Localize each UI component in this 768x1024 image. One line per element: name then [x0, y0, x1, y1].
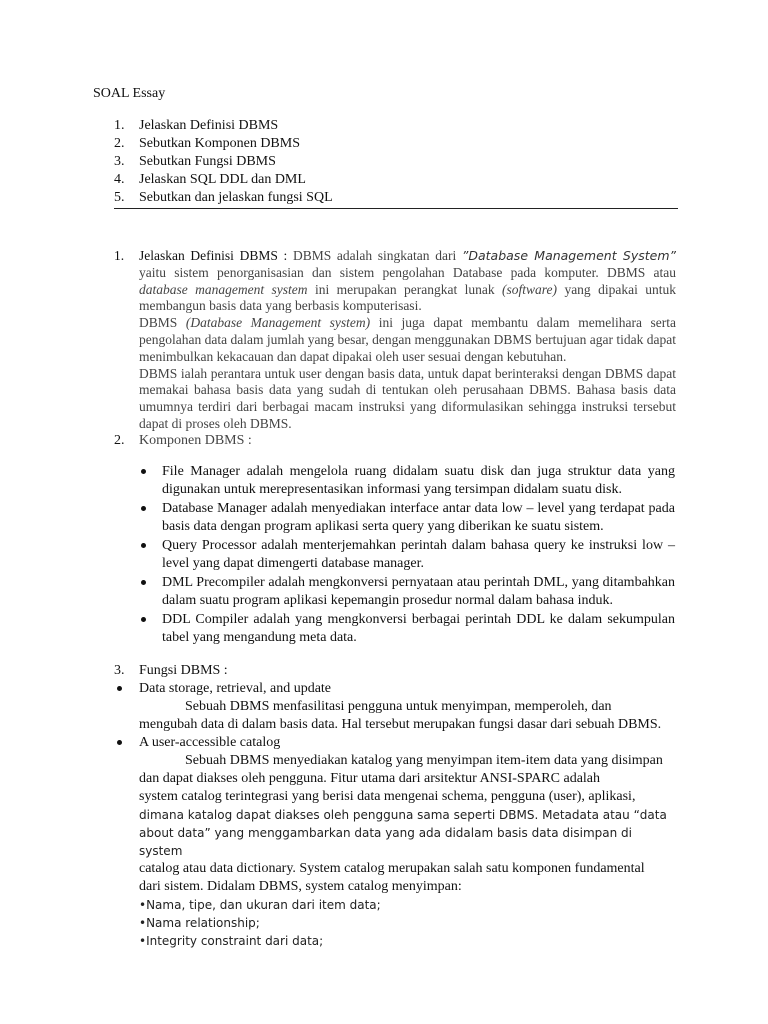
answer-1-body [139, 248, 676, 433]
question-text: Sebutkan dan jelaskan fungsi SQL [139, 190, 333, 205]
function-item-title: A user-accessible catalog [139, 735, 281, 750]
bullet-icon [117, 740, 122, 745]
question-text: Jelaskan Definisi DBMS [139, 118, 279, 133]
paragraph-line: about data” yang menggambarkan data yang ada didalam basis data disimpan di system [139, 826, 632, 858]
answer-3-title: Fungsi DBMS : [139, 663, 228, 678]
answer-1-text: ini merupakan perangkat lunak [307, 281, 503, 297]
list-item-text: Database Manager adalah menyediakan interface antar data low – level yang terdapat pada basis data dengan program aplikasi serta query yang diberikan ke suatu sistem. [162, 500, 675, 535]
question-item [114, 189, 333, 207]
paragraph-line: dimana katalog dapat diakses oleh pengguna sama seperti DBMS. Metadata atau “data [139, 808, 667, 822]
bullet-icon [139, 611, 162, 648]
paragraph-line: •Nama, tipe, dan ukuran dari item data; [139, 898, 381, 912]
paragraph-line: system catalog terintegrasi yang berisi data mengenai schema, pengguna (user), aplikasi, [139, 789, 636, 804]
list-item [139, 500, 675, 537]
answer-number: 1. [114, 248, 125, 263]
question-number: 5. [114, 190, 125, 205]
bullet-icon [139, 574, 162, 611]
answer-1-text: DBMS adalah singkatan dari [287, 248, 462, 263]
question-number: 4. [114, 172, 125, 187]
question-number: 1. [114, 118, 125, 133]
answer-1-term: (software) [502, 281, 558, 297]
bullet-icon [139, 500, 162, 537]
function-item [114, 680, 676, 698]
paragraph-line: •Nama relationship; [139, 916, 260, 930]
list-item [139, 574, 675, 611]
question-item [114, 171, 333, 189]
answer-1-text: yaitu sistem penorganisasian dan sistem pengolahan Database pada komputer. DBMS atau [139, 264, 676, 280]
list-item-text: DML Precompiler adalah mengkonversi pernyataan atau perintah DML, yang ditambahkan dalam suatu program aplikasi kepemangin prosedur normal dalam bahasa induk. [162, 574, 675, 609]
section-divider [114, 208, 678, 209]
function-item [114, 734, 676, 752]
answer-1-text: DBMS [139, 315, 186, 331]
answer-3 [114, 662, 676, 950]
answer-1-term: ”Database Management System” [461, 248, 676, 263]
paragraph-line: •Integrity constraint dari data; [139, 934, 324, 948]
question-item [114, 153, 333, 171]
paragraph-line [139, 752, 676, 770]
bullet-icon [139, 537, 162, 574]
answer-1-text: ini juga dapat membantu dalam memelihara serta pengolahan data dalam jumlah yang besar, dengan menggunakan DBMS bertujuan agar tidak dapat menimbulkan kekacauan dan dapat dipakai oleh user sesuai dengan kebutuhan. [139, 315, 676, 364]
bullet-icon [139, 463, 162, 500]
paragraph-line: catalog atau data dictionary. System catalog merupakan salah satu komponen fundamental [139, 861, 645, 876]
list-item-text: File Manager adalah mengelola ruang didalam suatu disk dan juga struktur data yang digunakan untuk merepresentasikan informasi yang tersimpan didalam suatu disk. [162, 464, 675, 498]
question-text: Sebutkan Fungsi DBMS [139, 154, 276, 169]
answer-1-term: (Database Management system) [185, 315, 371, 331]
paragraph-line: mengubah data di dalam basis data. Hal tersebut merupakan fungsi dasar dari sebuah DBMS. [139, 717, 662, 732]
paragraph-text: Sebuah DBMS menyediakan katalog yang menyimpan item-item data yang disimpan [185, 753, 663, 768]
page-heading: SOAL Essay [93, 86, 166, 101]
question-number: 3. [114, 154, 125, 169]
answer-number: 3. [114, 663, 125, 678]
function-item-title: Data storage, retrieval, and update [139, 681, 332, 696]
answer-1-text: DBMS ialah perantara untuk user dengan basis data, untuk dapat berinteraksi dengan DBMS dapat memakai bahasa basis data yang sudah di tentukan oleh perusahaan DBMS. Bahasa basis data umumnya terdiri dari berbagai macam instruksi yang diformulasikan sehingga instruksi tersebut dapat di proses oleh DBMS. [139, 365, 676, 431]
question-item [114, 117, 333, 135]
answer-2-title: Komponen DBMS : [139, 433, 252, 448]
paragraph-line: dan dapat diakses oleh pengguna. Fitur utama dari arsitektur ANSI-SPARC adalah [139, 771, 601, 786]
function-paragraph [114, 698, 676, 734]
answer-1-lead: Jelaskan Definisi DBMS : [139, 248, 288, 263]
question-text: Sebutkan Komponen DBMS [139, 136, 300, 151]
list-item-text: DDL Compiler adalah yang mengkonversi berbagai perintah DDL ke dalam sekumpulan tabel yang mengandung meta data. [162, 611, 675, 646]
list-item [139, 537, 675, 574]
paragraph-line: dari sistem. Didalam DBMS, system catalog menyimpan: [139, 879, 462, 894]
list-item [139, 611, 675, 648]
question-text: Jelaskan SQL DDL dan DML [139, 172, 306, 187]
answer-2-heading [114, 433, 252, 449]
paragraph-line [139, 698, 676, 716]
question-item [114, 135, 333, 153]
question-list [114, 117, 333, 207]
answer-number: 2. [114, 433, 125, 448]
list-item-text: Query Processor adalah menterjemahkan perintah dalam bahasa query ke instruksi low – level yang dapat dimengerti database manager. [162, 537, 675, 572]
list-item [139, 463, 675, 500]
answer-1-term: database management system [139, 281, 308, 297]
component-list [139, 463, 675, 648]
paragraph-text: Sebuah DBMS menfasilitasi pengguna untuk menyimpan, memperoleh, dan [185, 699, 612, 714]
answer-1-text: yang dipakai untuk membangun basis data yang berbasis komputerisasi. [139, 281, 676, 314]
answer-1 [114, 248, 676, 433]
answer-3-heading [114, 662, 676, 680]
function-paragraph [114, 752, 676, 950]
bullet-icon [117, 686, 122, 691]
question-number: 2. [114, 136, 125, 151]
